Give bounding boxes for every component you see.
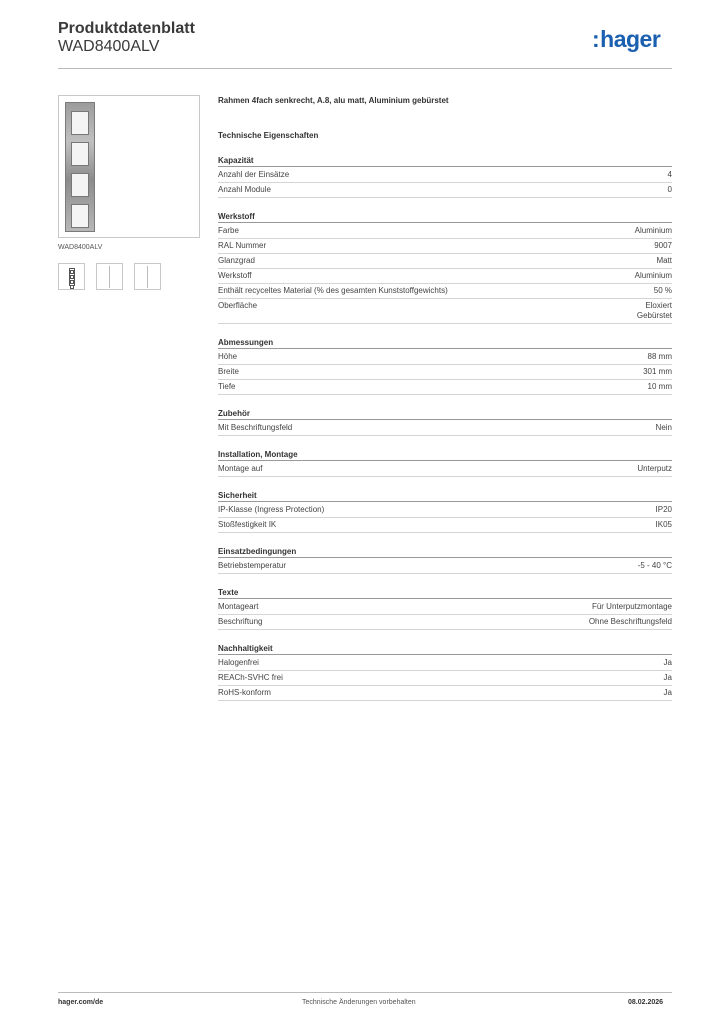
spec-value: 10 mm [647,382,672,391]
spec-label: RAL Nummer [218,241,267,250]
footer-date: 08.02.2026 [628,999,664,1006]
frame-slot [71,142,89,166]
spec-row [218,559,672,574]
spec-label: Farbe [218,226,239,235]
frame-slot [71,204,89,228]
spec-section [218,155,672,198]
spec-value: Ohne Beschriftungsfeld [588,617,672,626]
side-view-icon [147,266,148,288]
spec-row [218,284,672,299]
spec-label: Oberfläche [218,301,258,310]
footer-notice: Technische Änderungen vorbehalten [302,999,416,1006]
footer-divider [58,992,672,993]
frame-slot [71,173,89,197]
spec-label: Enthält recyceltes Material (% des gesamten Kunststoffgewichts) [218,286,448,295]
frame-thumb-icon [69,268,75,286]
spec-value: Matt [656,256,672,265]
spec-row [218,518,672,533]
spec-row [218,350,672,365]
spec-row [218,299,672,324]
spec-value: IP20 [655,505,672,514]
spec-section [218,337,672,395]
spec-row [218,224,672,239]
spec-label: Werkstoff [218,271,252,280]
spec-section [218,490,672,533]
spec-value: 50 % [653,286,672,295]
spec-row [218,671,672,686]
spec-label: Tiefe [218,382,236,391]
spec-value: 301 mm [643,367,672,376]
spec-label: Montageart [218,602,259,611]
spec-label: Höhe [218,352,238,361]
image-caption: WAD8400ALV [58,244,103,251]
section-title: Werkstoff [218,211,672,223]
spec-label: Anzahl Module [218,185,271,194]
frame-graphic [65,102,95,232]
spec-row [218,168,672,183]
thumbnail-strip [58,263,161,290]
section-title: Nachhaltigkeit [218,643,672,655]
spec-value: 0 [667,185,672,194]
section-title: Zubehör [218,408,672,420]
spec-sections [218,155,672,714]
spec-section [218,408,672,436]
spec-value: Eloxiert Gebürstet [636,301,672,320]
spec-value: 88 mm [647,352,672,361]
spec-section [218,587,672,630]
product-image [58,95,200,238]
spec-value: Für Unterputzmontage [591,602,672,611]
spec-label: RoHS-konform [218,688,271,697]
spec-row [218,503,672,518]
tech-properties-title: Technische Eigenschaften [218,131,319,140]
section-title: Kapazität [218,155,672,167]
side-view-icon [109,266,110,288]
spec-label: Halogenfrei [218,658,259,667]
spec-label: Betriebstemperatur [218,561,287,570]
spec-row [218,686,672,701]
spec-value: 4 [667,170,672,179]
spec-row [218,365,672,380]
spec-row [218,600,672,615]
spec-value: Ja [663,673,672,682]
spec-section [218,211,672,324]
spec-label: Breite [218,367,239,376]
hager-logo: :hager [592,26,661,52]
spec-row [218,183,672,198]
spec-label: IP-Klasse (Ingress Protection) [218,505,325,514]
page-title: Produktdatenblatt [58,20,195,37]
product-code: WAD8400ALV [58,38,160,55]
spec-label: Beschriftung [218,617,263,626]
spec-value: Ja [663,658,672,667]
spec-value: IK05 [655,520,672,529]
thumbnail-side[interactable] [96,263,123,290]
footer-website: hager.com/de [58,999,104,1006]
spec-label: Stoßfestigkeit IK [218,520,277,529]
spec-label: Montage auf [218,464,263,473]
frame-slot [71,111,89,135]
section-title: Einsatzbedingungen [218,546,672,558]
spec-row [218,656,672,671]
spec-section [218,546,672,574]
section-title: Installation, Montage [218,449,672,461]
spec-row [218,615,672,630]
spec-section [218,643,672,701]
spec-value: Unterputz [637,464,672,473]
spec-label: Glanzgrad [218,256,255,265]
spec-value: Aluminium [634,271,672,280]
section-title: Abmessungen [218,337,672,349]
spec-row [218,380,672,395]
spec-value: 9007 [654,241,672,250]
spec-row [218,254,672,269]
header-divider [58,68,672,69]
section-title: Texte [218,587,672,599]
spec-label: Anzahl der Einsätze [218,170,290,179]
spec-row [218,269,672,284]
spec-row [218,462,672,477]
spec-row [218,421,672,436]
spec-value: Aluminium [634,226,672,235]
spec-label: Mit Beschriftungsfeld [218,423,293,432]
spec-value: -5 - 40 °C [637,561,672,570]
product-description: Rahmen 4fach senkrecht, A.8, alu matt, Aluminium gebürstet [218,96,449,105]
spec-label: REACh-SVHC frei [218,673,283,682]
thumbnail-side-alt[interactable] [134,263,161,290]
section-title: Sicherheit [218,490,672,502]
spec-value: Ja [663,688,672,697]
spec-value: Nein [655,423,672,432]
spec-section [218,449,672,477]
spec-row [218,239,672,254]
thumbnail-front[interactable] [58,263,85,290]
